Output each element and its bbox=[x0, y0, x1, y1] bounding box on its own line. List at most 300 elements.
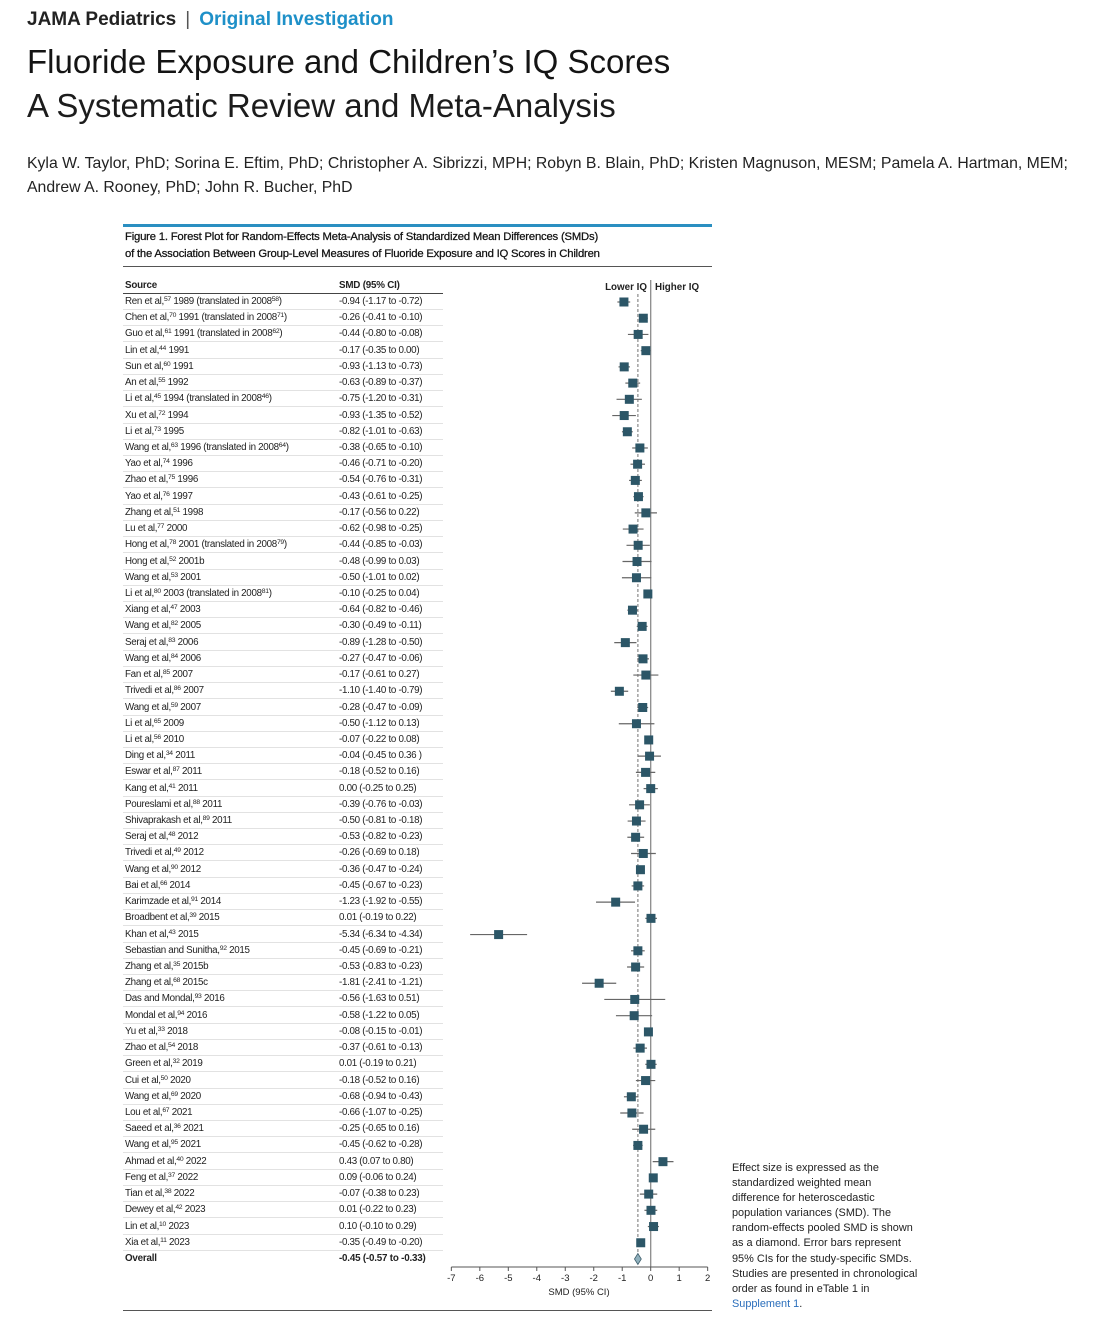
reference-superscript: 64 bbox=[278, 441, 286, 449]
source-text: 2015b bbox=[180, 961, 209, 973]
table-row bbox=[123, 716, 443, 732]
source-text: 2003 bbox=[177, 604, 201, 616]
source-text: Dewey et al, bbox=[125, 1204, 176, 1216]
source-text: 2023 bbox=[182, 1204, 206, 1216]
reference-superscript: 57 bbox=[163, 296, 171, 303]
effect-box bbox=[639, 1125, 648, 1134]
study-source bbox=[125, 1121, 204, 1137]
source-text: Broadbent et al, bbox=[125, 912, 190, 924]
higher-iq-label: Higher IQ bbox=[655, 282, 700, 293]
table-row bbox=[123, 537, 443, 553]
overall-diamond bbox=[634, 1253, 641, 1264]
study-source bbox=[125, 959, 208, 975]
source-text: 2015 bbox=[196, 912, 220, 924]
source-text: Zhang et al, bbox=[125, 961, 174, 973]
study-source bbox=[125, 602, 200, 618]
study-source bbox=[125, 1105, 192, 1121]
effect-box bbox=[611, 898, 620, 907]
source-text: 2022 bbox=[171, 1188, 195, 1200]
table-row bbox=[123, 424, 443, 440]
supplement-link[interactable]: Supplement 1 bbox=[732, 1297, 800, 1310]
effect-box bbox=[645, 752, 654, 761]
study-smd: -0.44 (-0.80 to -0.08) bbox=[339, 328, 423, 340]
source-text: Wang et al, bbox=[125, 652, 171, 664]
table-row bbox=[123, 797, 443, 813]
effect-box bbox=[631, 833, 640, 842]
study-source bbox=[125, 667, 193, 683]
source-text: Zhang et al, bbox=[125, 977, 174, 989]
x-tick-label: -1 bbox=[617, 1273, 627, 1284]
table-row-overall bbox=[123, 1251, 443, 1267]
table-row bbox=[123, 1056, 443, 1072]
source-text: Zhao et al, bbox=[125, 1042, 168, 1054]
source-text: Shivaprakash et al, bbox=[125, 815, 203, 827]
source-text: Lou et al, bbox=[125, 1107, 163, 1118]
table-row bbox=[123, 635, 443, 651]
study-smd: -0.25 (-0.65 to 0.16) bbox=[339, 1123, 420, 1135]
table-row bbox=[123, 310, 443, 326]
effect-box bbox=[636, 865, 645, 874]
reference-superscript: 65 bbox=[153, 717, 161, 725]
effect-box bbox=[646, 914, 655, 923]
source-text: 2001b bbox=[176, 555, 205, 567]
table-row bbox=[123, 472, 443, 488]
reference-superscript: 91 bbox=[191, 896, 198, 904]
source-text: 2000 bbox=[164, 523, 188, 535]
source-text: 2011 bbox=[172, 750, 196, 762]
study-smd: -0.50 (-1.01 to 0.02) bbox=[339, 571, 420, 583]
source-text: ) bbox=[283, 539, 287, 551]
reference-superscript: 52 bbox=[169, 555, 177, 563]
author-list: Kyla W. Taylor, PhD; Sorina E. Eftim, PhD; Christopher A. Sibrizzi, MPH; Robyn B. Blain, PhD; Kristen Magnuson, MESM; Pamela A. Hartman, MEM; Andrew A. Rooney, PhD; John R. Bucher, PhD bbox=[27, 155, 1068, 196]
source-text: 1989 (translated in 2008 bbox=[170, 296, 272, 307]
effect-box bbox=[494, 930, 503, 939]
reference-superscript: 80 bbox=[153, 587, 161, 595]
reference-superscript: 41 bbox=[168, 782, 176, 790]
study-smd: -0.26 (-0.69 to 0.18) bbox=[339, 847, 420, 859]
study-source bbox=[125, 943, 250, 959]
effect-box bbox=[641, 671, 650, 680]
source-text: Yao et al, bbox=[125, 458, 163, 470]
source-text: 2012 bbox=[175, 831, 199, 843]
table-row bbox=[123, 570, 443, 586]
reference-superscript: 35 bbox=[173, 961, 181, 969]
effect-box bbox=[641, 508, 650, 517]
source-text: 2011 bbox=[199, 798, 223, 810]
source-text: 1996 (translated in 2008 bbox=[177, 441, 279, 453]
table-row bbox=[123, 1202, 443, 1218]
effect-box bbox=[646, 1206, 655, 1215]
source-text: 1998 bbox=[180, 506, 204, 518]
study-source bbox=[125, 716, 184, 732]
table-row bbox=[123, 326, 443, 342]
source-text: 2001 bbox=[177, 571, 201, 583]
table-row bbox=[123, 359, 443, 375]
source-text: Wang et al, bbox=[125, 441, 171, 453]
study-smd: -0.17 (-0.61 to 0.27) bbox=[339, 669, 420, 681]
study-source bbox=[125, 748, 195, 764]
study-source bbox=[125, 424, 184, 440]
table-row bbox=[123, 1121, 443, 1137]
study-smd: -0.56 (-1.63 to 0.51) bbox=[339, 993, 420, 1005]
reference-superscript: 33 bbox=[157, 1025, 165, 1033]
reference-superscript: 69 bbox=[170, 1090, 178, 1098]
effect-box bbox=[595, 979, 604, 988]
study-smd: -0.45 (-0.69 to -0.21) bbox=[339, 944, 423, 956]
figure-caption-rule bbox=[123, 266, 712, 267]
source-text: 2012 bbox=[177, 863, 201, 875]
figure-caption-line-1: Figure 1. Forest Plot for Random-Effects Meta-Analysis of Standardized Mean Differences (SMDs) bbox=[125, 231, 599, 243]
effect-box bbox=[630, 995, 639, 1004]
study-smd: 0.01 (-0.19 to 0.21) bbox=[339, 1058, 417, 1070]
study-source bbox=[125, 408, 188, 424]
source-text: 2007 bbox=[169, 669, 193, 681]
study-source bbox=[125, 1056, 203, 1072]
source-text: Xu et al, bbox=[125, 409, 159, 421]
source-text: 2001 (translated in 2008 bbox=[176, 539, 277, 551]
source-text: Xiang et al, bbox=[125, 604, 171, 616]
study-smd: -5.34 (-6.34 to -4.34) bbox=[339, 928, 423, 940]
x-axis-label: SMD (95% CI) bbox=[548, 1287, 610, 1298]
source-text: Yao et al, bbox=[125, 490, 163, 502]
column-header-smd: SMD (95% CI) bbox=[339, 280, 400, 291]
reference-superscript: 37 bbox=[168, 1171, 175, 1179]
reference-superscript: 58 bbox=[271, 296, 279, 303]
reference-superscript: 10 bbox=[159, 1220, 167, 1228]
table-row bbox=[123, 1024, 443, 1040]
study-smd: -0.04 (-0.45 to 0.36 ) bbox=[339, 750, 422, 762]
reference-superscript: 50 bbox=[160, 1074, 168, 1082]
effect-box bbox=[649, 1173, 658, 1182]
table-row bbox=[123, 683, 443, 699]
source-text: Wang et al, bbox=[125, 620, 171, 632]
source-text: Hong et al, bbox=[125, 539, 170, 551]
source-text: 1994 bbox=[165, 409, 189, 421]
study-smd: -0.50 (-0.81 to -0.18) bbox=[339, 815, 423, 827]
reference-superscript: 71 bbox=[276, 312, 284, 320]
table-row bbox=[123, 959, 443, 975]
column-header-source: Source bbox=[125, 280, 158, 291]
study-source bbox=[125, 343, 189, 359]
study-smd: -0.10 (-0.25 to 0.04) bbox=[339, 587, 420, 599]
source-text: 1991 bbox=[170, 360, 194, 372]
effect-box bbox=[627, 1092, 636, 1101]
source-text: 2018 bbox=[174, 1042, 198, 1054]
table-row bbox=[123, 910, 443, 926]
source-text: Hong et al, bbox=[125, 555, 170, 567]
table-row bbox=[123, 878, 443, 894]
effect-box bbox=[620, 362, 629, 371]
source-text: Seraj et al, bbox=[125, 636, 169, 648]
effect-box bbox=[631, 476, 640, 485]
forest-plot bbox=[440, 270, 720, 1310]
table-row bbox=[123, 456, 443, 472]
reference-superscript: 49 bbox=[173, 847, 181, 855]
table-row bbox=[123, 1137, 443, 1153]
source-text: ) bbox=[283, 312, 287, 324]
effect-box bbox=[633, 881, 642, 890]
source-text: Wang et al, bbox=[125, 701, 171, 713]
study-smd: -0.94 (-1.17 to -0.72) bbox=[339, 296, 423, 307]
reference-superscript: 93 bbox=[194, 993, 202, 1001]
study-source bbox=[125, 505, 203, 521]
reference-superscript: 77 bbox=[157, 523, 165, 531]
study-source bbox=[125, 618, 201, 634]
source-text: Feng et al, bbox=[125, 1171, 168, 1183]
article-subtitle: A Systematic Review and Meta-Analysis bbox=[27, 87, 616, 124]
effect-box bbox=[639, 849, 648, 858]
source-text: 2022 bbox=[174, 1171, 198, 1183]
source-text: ) bbox=[279, 328, 283, 340]
reference-superscript: 67 bbox=[162, 1107, 170, 1114]
source-text: Poureslami et al, bbox=[125, 798, 193, 810]
study-smd: -0.17 (-0.35 to 0.00) bbox=[339, 344, 420, 356]
study-smd: -0.53 (-0.82 to -0.23) bbox=[339, 831, 423, 843]
study-smd: -0.45 (-0.62 to -0.28) bbox=[339, 1139, 423, 1151]
table-row bbox=[123, 813, 443, 829]
study-source bbox=[125, 651, 201, 667]
source-text: Trivedi et al, bbox=[125, 847, 174, 859]
study-source bbox=[125, 294, 282, 310]
study-smd: -0.08 (-0.15 to -0.01) bbox=[339, 1025, 423, 1037]
study-source bbox=[125, 359, 193, 375]
source-text: 1996 bbox=[174, 474, 198, 486]
effect-box bbox=[634, 541, 643, 550]
effect-box bbox=[621, 638, 630, 647]
source-text: Ahmad et al, bbox=[125, 1155, 177, 1167]
study-source bbox=[125, 1154, 206, 1170]
reference-superscript: 84 bbox=[170, 652, 178, 660]
reference-superscript: 87 bbox=[172, 766, 180, 774]
study-source bbox=[125, 683, 204, 699]
table-row bbox=[123, 1089, 443, 1105]
source-text: 2022 bbox=[183, 1155, 207, 1167]
study-smd: -0.39 (-0.76 to -0.03) bbox=[339, 798, 423, 810]
reference-superscript: 63 bbox=[170, 441, 178, 449]
source-text: 2015 bbox=[175, 928, 199, 940]
study-smd: -1.81 (-2.41 to -1.21) bbox=[339, 977, 423, 989]
study-source bbox=[125, 570, 201, 586]
source-text: 2007 bbox=[177, 701, 201, 713]
study-smd: -0.27 (-0.47 to -0.06) bbox=[339, 652, 423, 664]
x-tick-label: -7 bbox=[447, 1273, 456, 1284]
study-smd: -0.38 (-0.65 to -0.10) bbox=[339, 441, 423, 453]
study-smd: -0.93 (-1.13 to -0.73) bbox=[339, 360, 423, 372]
table-row bbox=[123, 862, 443, 878]
figure-note-text: Effect size is expressed as the standardized weighted mean difference for heteroscedastic population variances (SMD). The random-effects pooled SMD is shown as a diamond. Error bars represent 95% CIs for the study-specific SMDs. Studies are presented in chronological order as found in eTable 1 in bbox=[732, 1162, 918, 1295]
table-row bbox=[123, 829, 443, 845]
effect-box bbox=[627, 1109, 636, 1118]
effect-box bbox=[630, 1011, 639, 1020]
effect-box bbox=[641, 346, 650, 355]
study-source bbox=[125, 878, 190, 894]
header-separator: | bbox=[185, 9, 191, 30]
table-row bbox=[123, 764, 443, 780]
effect-box bbox=[631, 963, 640, 972]
effect-box bbox=[639, 654, 648, 663]
study-source bbox=[125, 862, 201, 878]
study-smd: -0.93 (-1.35 to -0.52) bbox=[339, 409, 423, 421]
effect-box bbox=[641, 1076, 650, 1085]
study-smd: -0.35 (-0.49 to -0.20) bbox=[339, 1236, 423, 1248]
source-text: 2021 bbox=[169, 1107, 193, 1118]
table-row bbox=[123, 700, 443, 716]
study-source bbox=[125, 1219, 189, 1235]
reference-superscript: 43 bbox=[168, 928, 176, 936]
reference-superscript: 76 bbox=[162, 490, 170, 498]
effect-box bbox=[628, 606, 637, 615]
source-text: 2003 (translated in 2008 bbox=[160, 587, 262, 599]
study-smd: -1.23 (-1.92 to -0.55) bbox=[339, 896, 423, 908]
reference-superscript: 36 bbox=[173, 1123, 181, 1131]
effect-box bbox=[633, 946, 642, 955]
source-text: Chen et al, bbox=[125, 312, 170, 324]
reference-superscript: 78 bbox=[169, 539, 177, 547]
effect-box bbox=[629, 525, 638, 534]
table-row bbox=[123, 586, 443, 602]
reference-superscript: 48 bbox=[168, 831, 176, 839]
table-row bbox=[123, 294, 443, 310]
effect-box bbox=[638, 703, 647, 712]
table-row bbox=[123, 781, 443, 797]
study-source bbox=[125, 1089, 201, 1105]
source-text: Eswar et al, bbox=[125, 766, 173, 778]
effect-box bbox=[633, 460, 642, 469]
source-text: 2020 bbox=[167, 1074, 191, 1086]
study-smd: 0.01 (-0.19 to 0.22) bbox=[339, 912, 417, 924]
source-text: 2006 bbox=[177, 652, 201, 664]
reference-superscript: 46 bbox=[261, 393, 269, 401]
source-text: Wang et al, bbox=[125, 571, 171, 583]
source-text: Li et al, bbox=[125, 393, 154, 405]
table-row bbox=[123, 521, 443, 537]
reference-superscript: 47 bbox=[170, 604, 178, 612]
source-text: 1994 (translated in 2008 bbox=[160, 393, 262, 405]
source-text: Guo et al, bbox=[125, 328, 165, 340]
journal-header bbox=[27, 8, 393, 32]
table-row bbox=[123, 1073, 443, 1089]
effect-box bbox=[639, 314, 648, 323]
source-text: Seraj et al, bbox=[125, 831, 169, 843]
reference-superscript: 51 bbox=[173, 506, 181, 514]
reference-superscript: 90 bbox=[170, 863, 178, 871]
study-smd: -0.68 (-0.94 to -0.43) bbox=[339, 1090, 423, 1102]
table-row bbox=[123, 554, 443, 570]
source-text: Lin et al, bbox=[125, 1220, 160, 1232]
source-text: Ren et al, bbox=[125, 296, 164, 307]
study-source bbox=[125, 554, 204, 570]
effect-box bbox=[633, 557, 642, 566]
table-row bbox=[123, 975, 443, 991]
study-source bbox=[125, 391, 272, 407]
x-tick-label: -3 bbox=[561, 1273, 570, 1284]
source-text: Li et al, bbox=[125, 425, 154, 437]
reference-superscript: 53 bbox=[170, 571, 178, 579]
effect-box bbox=[634, 330, 643, 339]
study-smd: -0.46 (-0.71 to -0.20) bbox=[339, 458, 423, 470]
study-source bbox=[125, 1040, 198, 1056]
source-text: Karimzade et al, bbox=[125, 896, 191, 908]
study-smd: -0.75 (-1.20 to -0.31) bbox=[339, 393, 423, 405]
effect-box bbox=[635, 443, 644, 452]
x-tick-label: -2 bbox=[589, 1273, 598, 1284]
reference-superscript: 74 bbox=[162, 458, 170, 466]
source-text: 2023 bbox=[166, 1236, 190, 1248]
table-row bbox=[123, 894, 443, 910]
reference-superscript: 92 bbox=[219, 944, 227, 952]
study-source bbox=[125, 845, 204, 861]
source-text: 2011 bbox=[209, 815, 232, 827]
reference-superscript: 39 bbox=[189, 912, 197, 920]
reference-superscript: 45 bbox=[153, 393, 161, 401]
study-source bbox=[125, 829, 198, 845]
x-tick-label: 0 bbox=[648, 1273, 654, 1284]
table-row bbox=[123, 748, 443, 764]
table-row bbox=[123, 602, 443, 618]
study-source bbox=[125, 440, 289, 456]
study-source bbox=[125, 894, 221, 910]
reference-superscript: 94 bbox=[177, 1009, 185, 1017]
source-text: Sun et al, bbox=[125, 360, 164, 372]
study-smd: -0.45 (-0.57 to -0.33) bbox=[339, 1252, 426, 1264]
study-source bbox=[125, 927, 199, 943]
source-text: ) bbox=[268, 587, 272, 599]
effect-box bbox=[646, 1060, 655, 1069]
figure-caption bbox=[125, 229, 715, 263]
source-text: Yu et al, bbox=[125, 1025, 158, 1037]
study-source bbox=[125, 537, 287, 553]
study-smd: -0.53 (-0.83 to -0.23) bbox=[339, 961, 423, 973]
study-source bbox=[125, 326, 282, 342]
study-source bbox=[125, 813, 232, 829]
study-smd: -0.54 (-0.76 to -0.31) bbox=[339, 474, 423, 486]
study-smd: -0.58 (-1.22 to 0.05) bbox=[339, 1009, 420, 1021]
study-source bbox=[125, 375, 188, 391]
study-smd: -0.66 (-1.07 to -0.25) bbox=[339, 1107, 423, 1118]
table-row bbox=[123, 1008, 443, 1024]
source-text: 2010 bbox=[160, 733, 184, 745]
effect-box bbox=[623, 427, 632, 436]
source-text: 2021 bbox=[180, 1123, 204, 1135]
reference-superscript: 42 bbox=[175, 1204, 183, 1212]
article-type: Original Investigation bbox=[199, 9, 394, 30]
table-row bbox=[123, 1040, 443, 1056]
study-smd: -0.18 (-0.52 to 0.16) bbox=[339, 766, 420, 778]
source-text: ) bbox=[285, 441, 289, 453]
source-text: Trivedi et al, bbox=[125, 685, 174, 697]
study-source bbox=[125, 472, 198, 488]
study-source bbox=[125, 1073, 191, 1089]
study-source bbox=[125, 910, 219, 926]
study-source bbox=[125, 1008, 207, 1024]
reference-superscript: 34 bbox=[165, 750, 173, 758]
figure-note-end: . bbox=[799, 1297, 803, 1310]
study-source: Overall bbox=[125, 1252, 157, 1264]
effect-box bbox=[644, 735, 653, 744]
source-text: 2016 bbox=[184, 1009, 208, 1021]
reference-superscript: 86 bbox=[173, 685, 181, 693]
table-row bbox=[123, 927, 443, 943]
table-row bbox=[123, 845, 443, 861]
table-row bbox=[123, 732, 443, 748]
source-text: 2016 bbox=[201, 993, 225, 1005]
effect-box bbox=[658, 1157, 667, 1166]
figure-caption-line-2: of the Association Between Group-Level Measures of Fluoride Exposure and IQ Scores in Children bbox=[125, 248, 600, 260]
reference-superscript: 38 bbox=[164, 1188, 172, 1196]
x-tick-label: -5 bbox=[504, 1273, 513, 1284]
source-text: 2012 bbox=[180, 847, 204, 859]
reference-superscript: 82 bbox=[170, 620, 178, 628]
